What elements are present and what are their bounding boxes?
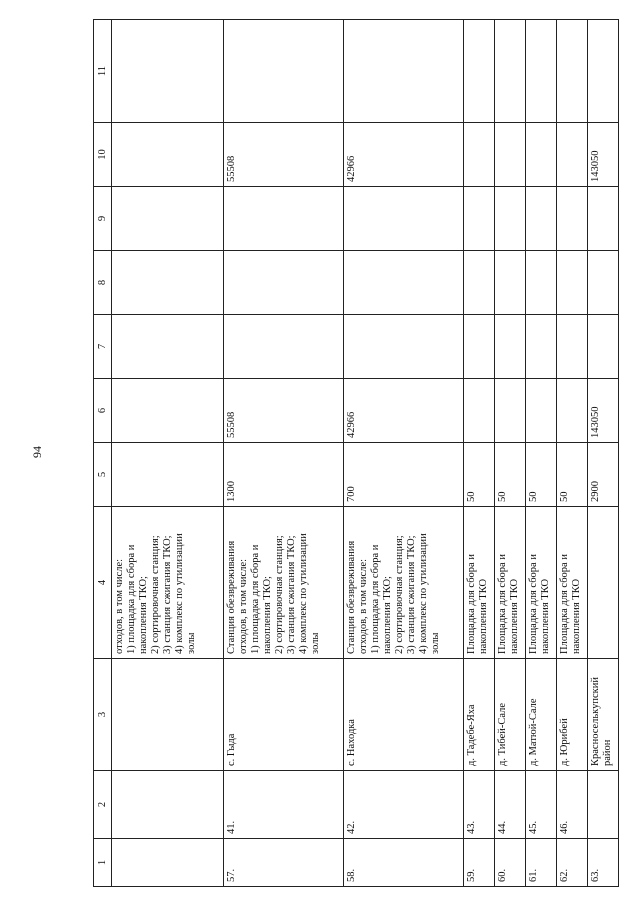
cell-facility-index (588, 771, 619, 839)
cell-row-index: 57. (224, 839, 344, 887)
cell-facility-description: отходов, в том числе: 1) площадка для сбора и накопления ТКО; 2) сортировочная станция; 3) станция сжигания ТКО; 4) комплекс по утилизации золы (112, 507, 224, 659)
header-cell: 3 (94, 659, 112, 771)
header-cell: 5 (94, 443, 112, 507)
table-rotated-content (93, 20, 613, 887)
table-row (464, 20, 495, 887)
cell-col10 (557, 123, 588, 187)
cell-settlement: с. Находка (344, 659, 464, 771)
cell-col11 (112, 20, 224, 123)
cell-col11 (557, 20, 588, 123)
cell-col10: 42966 (344, 123, 464, 187)
cell-col10 (495, 123, 526, 187)
cell-col8 (344, 251, 464, 315)
cell-col6 (464, 379, 495, 443)
cell-col11 (344, 20, 464, 123)
cell-col6 (112, 379, 224, 443)
cell-row-index: 61. (526, 839, 557, 887)
cell-col7 (224, 315, 344, 379)
table-row (588, 20, 619, 887)
cell-col7 (526, 315, 557, 379)
cell-facility-index: 44. (495, 771, 526, 839)
cell-facility-description: Станция обезвреживания отходов, в том числе: 1) площадка для сбора и накопления ТКО; 2) сортировочная станция; 3) станция сжигания ТКО; 4) комплекс по утилизации золы (344, 507, 464, 659)
cell-col9 (224, 187, 344, 251)
cell-col9 (588, 187, 619, 251)
header-cell: 9 (94, 187, 112, 251)
cell-row-index: 63. (588, 839, 619, 887)
cell-col5: 2900 (588, 443, 619, 507)
cell-col10 (112, 123, 224, 187)
table-row (526, 20, 557, 887)
cell-facility-index: 46. (557, 771, 588, 839)
cell-col8 (464, 251, 495, 315)
table-row (495, 20, 526, 887)
cell-col8 (112, 251, 224, 315)
cell-settlement: д. Юрибей (557, 659, 588, 771)
cell-col8 (526, 251, 557, 315)
page-number: 94 (30, 446, 44, 458)
cell-col5 (112, 443, 224, 507)
cell-col11 (588, 20, 619, 123)
cell-col6 (526, 379, 557, 443)
cell-settlement: с. Гыда (224, 659, 344, 771)
cell-col7 (588, 315, 619, 379)
cell-col11 (495, 20, 526, 123)
cell-col9 (464, 187, 495, 251)
cell-settlement (112, 659, 224, 771)
header-cell: 4 (94, 507, 112, 659)
table-row (224, 20, 344, 887)
header-cell: 8 (94, 251, 112, 315)
cell-col5: 50 (464, 443, 495, 507)
facilities-table (93, 19, 619, 887)
cell-col5: 700 (344, 443, 464, 507)
cell-col5: 50 (526, 443, 557, 507)
cell-col5: 1300 (224, 443, 344, 507)
cell-col10 (526, 123, 557, 187)
cell-col10: 55508 (224, 123, 344, 187)
cell-col7 (557, 315, 588, 379)
cell-col5: 50 (557, 443, 588, 507)
cell-facility-index: 43. (464, 771, 495, 839)
table-header-row (94, 20, 112, 887)
table-row (344, 20, 464, 887)
cell-col8 (495, 251, 526, 315)
header-cell: 10 (94, 123, 112, 187)
cell-settlement: д. Тадебе-Яха (464, 659, 495, 771)
cell-col11 (224, 20, 344, 123)
cell-settlement: д. Тибей-Сале (495, 659, 526, 771)
cell-facility-index (112, 771, 224, 839)
cell-col9 (495, 187, 526, 251)
cell-col9 (344, 187, 464, 251)
header-cell: 2 (94, 771, 112, 839)
cell-col11 (464, 20, 495, 123)
table-row (112, 20, 224, 887)
cell-facility-description: Площадка для сбора и накопления ТКО (495, 507, 526, 659)
table-rotation-frame (93, 20, 613, 887)
cell-row-index: 60. (495, 839, 526, 887)
cell-facility-index: 45. (526, 771, 557, 839)
cell-settlement: д. Матюй-Сале (526, 659, 557, 771)
cell-facility-description: Площадка для сбора и накопления ТКО (557, 507, 588, 659)
cell-col9 (112, 187, 224, 251)
cell-col6 (495, 379, 526, 443)
cell-col9 (526, 187, 557, 251)
header-cell: 1 (94, 839, 112, 887)
cell-col6: 42966 (344, 379, 464, 443)
header-cell: 7 (94, 315, 112, 379)
cell-col8 (557, 251, 588, 315)
cell-facility-description: Площадка для сбора и накопления ТКО (526, 507, 557, 659)
cell-settlement: Красноселькупский район (588, 659, 619, 771)
cell-col7 (495, 315, 526, 379)
cell-col5: 50 (495, 443, 526, 507)
cell-col10: 143050 (588, 123, 619, 187)
header-cell: 6 (94, 379, 112, 443)
cell-row-index: 59. (464, 839, 495, 887)
cell-row-index: 62. (557, 839, 588, 887)
header-cell: 11 (94, 20, 112, 123)
cell-col7 (344, 315, 464, 379)
cell-facility-index: 42. (344, 771, 464, 839)
table-row (557, 20, 588, 887)
cell-facility-index: 41. (224, 771, 344, 839)
cell-col7 (464, 315, 495, 379)
cell-col7 (112, 315, 224, 379)
cell-col8 (588, 251, 619, 315)
cell-row-index: 58. (344, 839, 464, 887)
cell-facility-description: Площадка для сбора и накопления ТКО (464, 507, 495, 659)
cell-col6: 55508 (224, 379, 344, 443)
cell-row-index (112, 839, 224, 887)
cell-col8 (224, 251, 344, 315)
cell-col9 (557, 187, 588, 251)
cell-facility-description (588, 507, 619, 659)
cell-facility-description: Станция обезвреживания отходов, в том числе: 1) площадка для сбора и накопления ТКО; 2) сортировочная станция; 3) станция сжигания ТКО; 4) комплекс по утилизации золы (224, 507, 344, 659)
cell-col6 (557, 379, 588, 443)
cell-col6: 143050 (588, 379, 619, 443)
cell-col11 (526, 20, 557, 123)
cell-col10 (464, 123, 495, 187)
